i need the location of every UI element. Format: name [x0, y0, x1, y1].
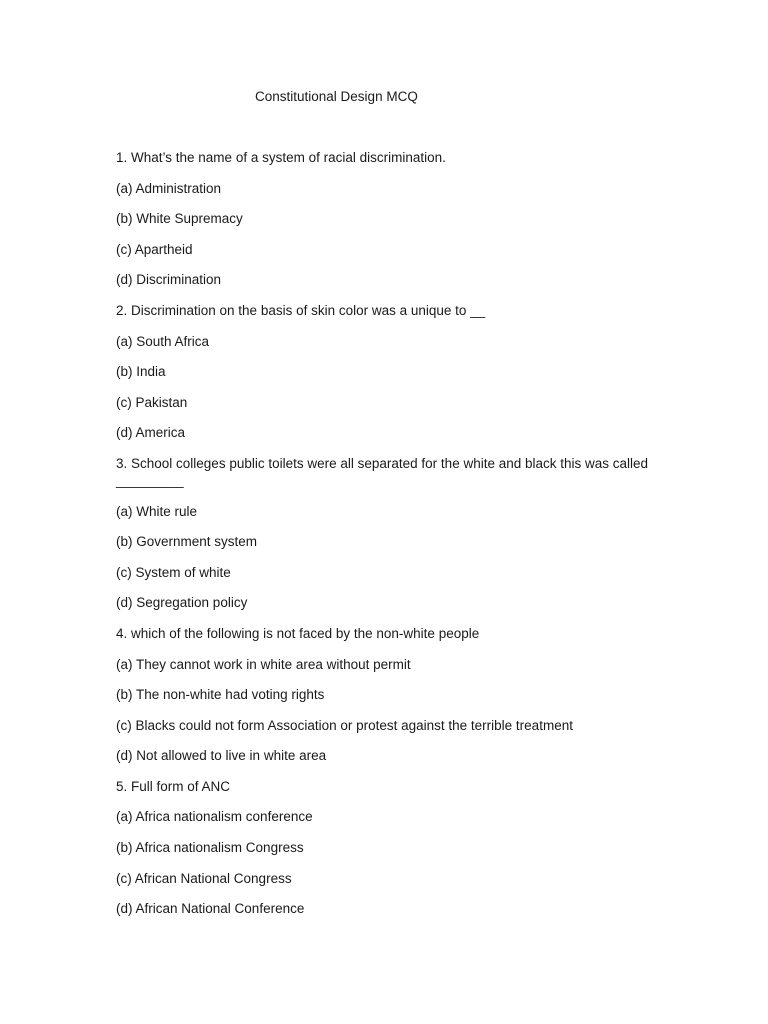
- question-text: 1. What’s the name of a system of racial discrimination.: [116, 150, 446, 165]
- option-c: (c) African National Congress: [116, 870, 292, 886]
- page-title: Constitutional Design MCQ: [255, 89, 418, 104]
- question-text: 4. which of the following is not faced by the non-white people: [116, 625, 480, 641]
- option-a: (a) Africa nationalism conference: [116, 809, 313, 825]
- option-d: (d) Segregation policy: [116, 595, 248, 611]
- option-c: (c) Apartheid: [116, 241, 193, 257]
- option-d: (d) Discrimination: [116, 272, 222, 288]
- option-c: (c) System of white: [116, 564, 231, 580]
- option-b: (b) Government system: [116, 534, 258, 550]
- question-text: 2. Discrimination on the basis of skin color was a unique to __: [116, 302, 486, 318]
- option-a: (a) South Africa: [116, 333, 210, 349]
- option-b: (b) Africa nationalism Congress: [116, 840, 304, 856]
- option-b: (b) The non-white had voting rights: [116, 687, 325, 703]
- option-a: (a) Administration: [116, 180, 222, 196]
- option-d: (d) African National Conference: [116, 901, 305, 917]
- question-text: 3. School colleges public toilets were all separated for the white and black this was called _________: [116, 455, 649, 488]
- option-d: (d) America: [116, 425, 186, 441]
- option-b: (b) India: [116, 364, 166, 380]
- option-a: (a) They cannot work in white area without permit: [116, 656, 411, 672]
- question-4: [116, 625, 656, 764]
- option-d: (d) Not allowed to live in white area: [116, 748, 327, 764]
- option-c: (c) Pakistan: [116, 394, 188, 410]
- question-1: [116, 149, 656, 288]
- option-a: (a) White rule: [116, 503, 198, 519]
- question-text: 5. Full form of ANC: [116, 778, 231, 794]
- question-3: [116, 455, 656, 611]
- question-5: [116, 778, 656, 917]
- question-list: [116, 149, 656, 931]
- option-c: (c) Blacks could not form Association or protest against the terrible treatment: [116, 717, 573, 733]
- question-2: [116, 302, 656, 441]
- option-b: (b) White Supremacy: [116, 211, 243, 227]
